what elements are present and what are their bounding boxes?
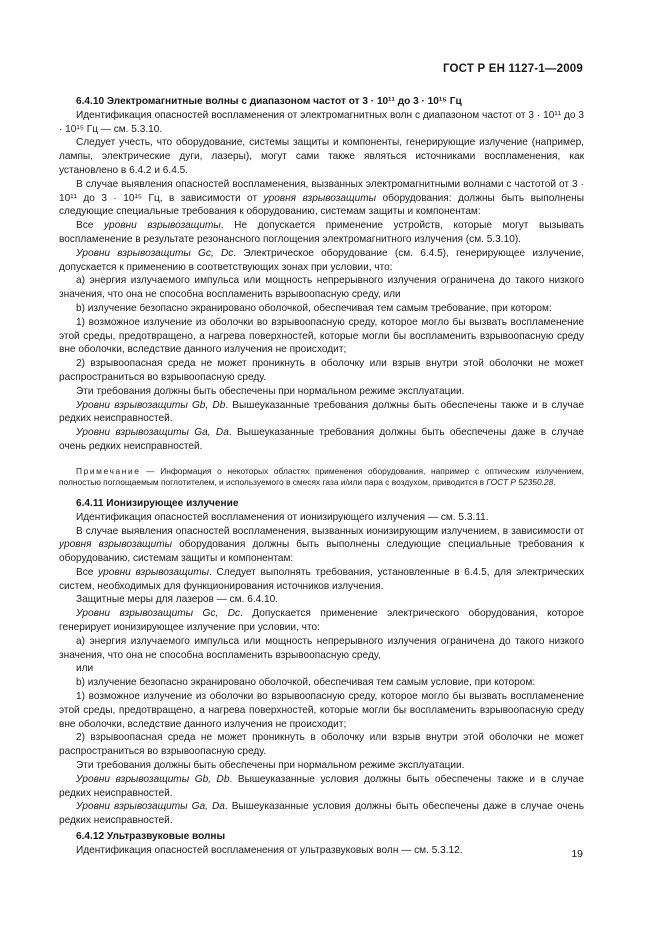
section-title-6-4-12: 6.4.12 Ультразвуковые волны <box>76 831 226 843</box>
paragraph: Идентификация опасностей воспламенения от ионизирующего излучения — см. 5.3.11. <box>76 511 489 523</box>
list-connector: или <box>76 663 94 675</box>
paragraph: В случае выявления опасностей воспламенения, вызванных ионизирующим излучением, в зависимости от уровня взрывозащиты оборудования должны быть выполнены следующие специальные требования к оборудованию, системам защиты и компонентам: <box>59 525 584 565</box>
paragraph: Следует учесть, что оборудование, системы защиты и компоненты, генерирующие излучение (например, лампы, электрические дуги, лазеры), могут сами также являться источниками воспламенения, как установлено в 6.4.2 и 6.4.5. <box>59 137 584 176</box>
note: Примечание — Информация о некоторых областях применения оборудования, например с оптическим излучением, полностью поглощаемым поглотителем, и используемого в смесях газа и/или пара с воздухом, приводится в ГОСТ Р 52350.28. <box>59 465 584 488</box>
section-title-6-4-11: 6.4.11 Ионизирующее излучение <box>76 497 239 509</box>
paragraph: Уровни взрывозащиты Ga, Da. Вышеуказанные условия должны быть обеспечены даже в случае очень редких неисправностей. <box>59 801 584 827</box>
paragraph: Все уровни взрывозащиты. Следует выполнять требования, установленные в 6.4.5, для электрических систем, необходимых для функционирования источников излучения. <box>59 566 584 592</box>
paragraph: Уровни взрывозащиты Gb, Db. Вышеуказанные требования должны быть обеспечены также и в случае редких неисправностей. <box>59 399 584 425</box>
list-item: 1) возможное излучение из оболочки во взрывоопасную среду, которое могло бы вызвать воспламенение этой среды, предотвращено, а нагрева поверхностей, которые могли бы воспламенить взрывоопасную среду вне оболочки, вследствие данного излучения не происходит; <box>59 316 584 356</box>
page-number: 19 <box>571 848 583 860</box>
paragraph: Уровни взрывозащиты Gc, Dc. Электрическое оборудование (см. 6.4.5), генерирующее излучение, допускается к применению в соответствующих зонах при условии, что: <box>59 247 584 273</box>
list-item: 1) возможное излучение из оболочки во взрывоопасную среду, которое могло бы вызвать воспламенение этой среды, предотвращено, а нагрева поверхностей, которые могли бы воспламенить взрывоопасную среду вне оболочки, вследствие данного излучения не происходит; <box>59 691 584 730</box>
paragraph: Все уровни взрывозащиты. Не допускается применение устройств, которые могут вызывать воспламенение в результате резонансного поглощения электромагнитного излучения (см. 5.3.10). <box>59 220 585 245</box>
list-item: b) излучение безопасно экранировано оболочкой, обеспечивая тем самым требование, при котором: <box>76 302 552 314</box>
paragraph: Уровни взрывозащиты Gc, Dc. Допускается применение электрического оборудования, которое генерирует ионизирующее излучение при условии, что: <box>59 608 584 634</box>
document-body <box>59 93 584 858</box>
list-item: b) излучение безопасно экранировано оболочкой, обеспечивая тем самым условие, при котором: <box>76 677 536 689</box>
section-title-6-4-10: 6.4.10 Электромагнитные волны с диапазоном частот от 3 · 10¹¹ до 3 · 10¹⁵ Гц <box>76 96 462 107</box>
paragraph: Идентификация опасностей воспламенения от электромагнитных волн с диапазоном частот от 3 · 10¹¹ до 3 · 10¹⁵ Гц — см. 5.3.10. <box>59 109 584 135</box>
list-item: a) энергия излучаемого импульса или мощность непрерывного излучения ограничена до такого низкого значения, что она не способна воспламенить взрывоопасную среду, <box>59 635 584 661</box>
document-header: ГОСТ Р ЕН 1127-1—2009 <box>442 63 583 75</box>
list-item: 2) взрывоопасная среда не может проникнуть в оболочку или взрыв внутри этой оболочки не может распространиться во взрывоопасную среду. <box>59 732 584 758</box>
paragraph: Идентификация опасностей воспламенения от ультразвуковых волн — см. 5.3.12. <box>76 844 463 856</box>
list-item: 2) взрывоопасная среда не может проникнуть в оболочку или взрыв внутри этой оболочки не может распространиться во взрывоопасную среду. <box>59 358 584 383</box>
paragraph: Уровни взрывозащиты Ga, Da. Вышеуказанные требования должны быть обеспечены даже в случае очень редких неисправностей. <box>59 427 584 452</box>
paragraph: В случае выявления опасностей воспламенения, вызванных электромагнитными волнами с частотой от 3 · 10¹¹ до 3 · 10¹⁵ Гц, в зависимости от уровня взрывозащиты оборудования: должны быть выполнены следующие специальные требования к оборудованию, системам защиты и компонентам: <box>59 178 584 218</box>
paragraph: Эти требования должны быть обеспечены при нормальном режиме эксплуатации. <box>76 385 465 397</box>
paragraph: Эти требования должны быть обеспечены при нормальном режиме эксплуатации. <box>76 760 465 772</box>
list-item: a) энергия излучаемого импульса или мощность непрерывного излучения ограничена до такого низкого значения, что она не способна воспламенить взрывоопасную среду, или <box>59 275 584 301</box>
paragraph: Уровни взрывозащиты Gb, Db. Вышеуказанные условия должны быть обеспечены также и в случае редких неисправностей. <box>59 773 584 799</box>
paragraph: Защитные меры для лазеров — см. 6.4.10. <box>76 594 279 606</box>
